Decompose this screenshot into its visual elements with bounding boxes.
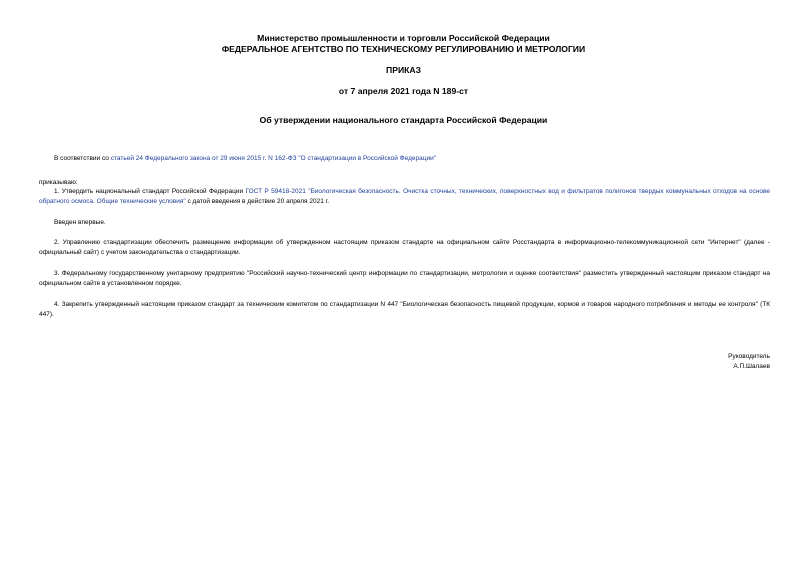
agency-name: ФЕДЕРАЛЬНОЕ АГЕНТСТВО ПО ТЕХНИЧЕСКОМУ РЕГУЛИРОВАНИЮ И МЕТРОЛОГИИ [221,44,586,54]
document-title: Об утверждении национального стандарта Российской Федерации [259,115,548,125]
ministry-name: Министерство промышленности и торговли Российской Федерации [257,33,550,43]
intro-paragraph [39,154,770,164]
signature-name: А.П.Шалаев [733,363,770,370]
law-article-link[interactable]: статьей 24 Федерального закона от 29 июня 2015 г. N 162-ФЗ "О стандартизации в Российской Федерации" [110,155,437,162]
document-date-number: от 7 апреля 2021 года N 189-ст [338,86,469,96]
signature-role: Руководитель [728,353,770,360]
item-1-suffix: с датой введения в действие 20 апреля 2021 г. [185,198,330,205]
intro-prefix: В соответствии со [54,155,111,162]
document-type: ПРИКАЗ [386,65,421,75]
gost-standard-link[interactable]: ГОСТ Р 59418-2021 "Биологическая безопасность. Очистка сточных, технических, поверхностных вод и фильтратов полигонов твердых коммунальных отходов на основе обратного осмоса. Общие технические условия" [39,188,770,205]
item-4-paragraph: 4. Закрепить утвержденный настоящим приказом стандарт за техническим комитетом по стандартизации N 447 "Биологическая безопасность пищевой продукции, кормов и товаров народного потребления и методы ее контроля" (ТК 447). [39,301,770,318]
item-2-paragraph: 2. Управлению стандартизации обеспечить размещение информации об утвержденном настоящим приказом стандарте на официальном сайте Росстандарта в информационно-телекоммуникационной сети "Интернет" (далее - официальный сайт) с учетом законодательства о стандартизации. [39,239,770,256]
item-3-paragraph: 3. Федеральному государственному унитарному предприятию "Российский научно-технический центр информации по стандартизации, метрологии и оценке соответствия" разместить утвержденный настоящим приказом стандарт на официальном сайте в установленном порядке. [39,270,770,287]
order-word: приказываю: [39,179,78,186]
item-1-prefix: 1. Утвердить национальный стандарт Российской Федерации [54,188,246,195]
introduced-note: Введен впервые. [54,219,106,226]
item-1-paragraph [39,187,770,207]
